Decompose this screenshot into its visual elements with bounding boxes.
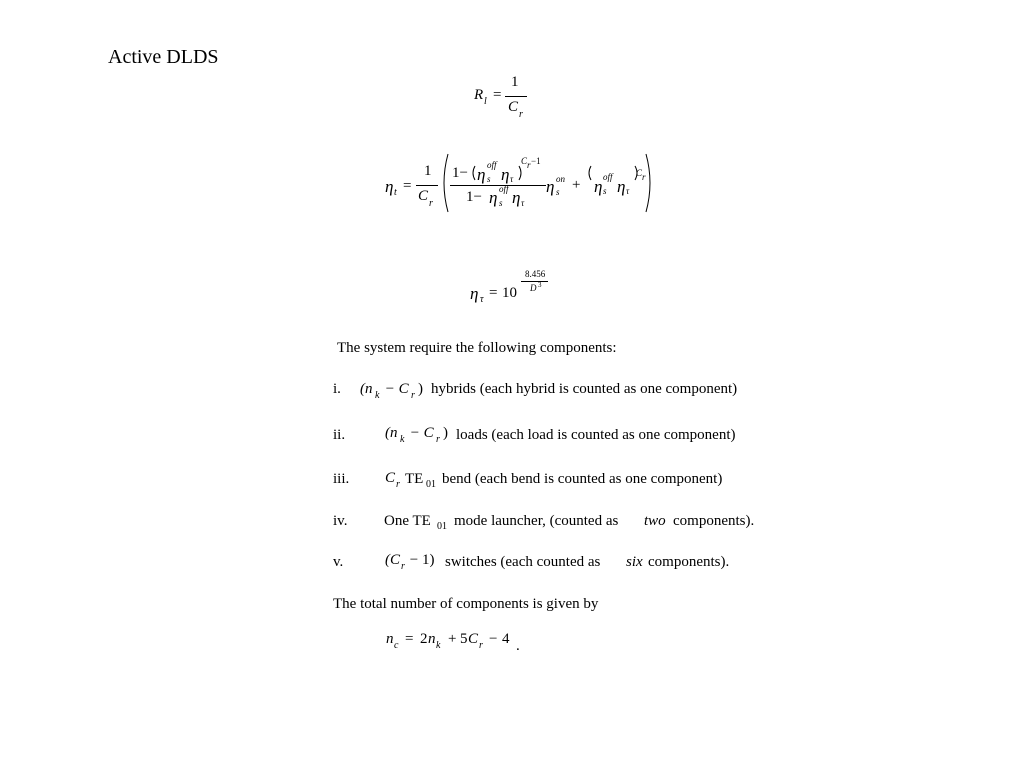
item-math-sub: k <box>400 434 405 445</box>
eq4-Cr: C <box>468 631 479 647</box>
eq2-eta-sub: t <box>394 187 397 198</box>
item-number: ii. <box>333 427 346 443</box>
item-text: bend (each bend is counted as one component) <box>442 471 723 487</box>
total-text: The total number of components is given by <box>333 596 599 612</box>
eq2-s: s <box>487 174 491 184</box>
eq4-nk: n <box>428 631 436 647</box>
item-math-end: ) <box>418 381 423 397</box>
eq2-off: off <box>487 160 497 170</box>
eq4-four: 4 <box>502 631 510 647</box>
eq2-eta: η <box>385 177 394 196</box>
item-text: mode launcher, (counted as <box>454 513 619 529</box>
eq4-plus: + <box>448 631 457 647</box>
eq2-exp: C <box>521 156 528 166</box>
eq2-on: on <box>556 174 565 184</box>
eq3-equals: = <box>489 285 498 301</box>
eq2-C-sub: r <box>429 198 433 209</box>
eq4-dot: . <box>516 638 520 654</box>
eq4-minus: − <box>489 631 498 647</box>
eq4-Cr-sub: r <box>479 640 483 651</box>
eq2-on-s: s <box>556 187 560 197</box>
eq3-exp-num: 8.456 <box>525 269 546 279</box>
item-te-sub: 01 <box>437 521 447 532</box>
eq2-plus: + <box>572 177 581 193</box>
item-math: (C <box>385 552 400 568</box>
item-number: iii. <box>333 471 350 487</box>
eq2-exp-tail: −1 <box>531 156 541 166</box>
eq2-off2: off <box>603 172 613 182</box>
item-number: v. <box>333 554 344 570</box>
eq2-exp2-sub: r <box>642 172 646 182</box>
eq2-den-s: s <box>499 198 503 208</box>
eq1-lhs-sub: l <box>484 96 487 107</box>
item-math: (n <box>385 425 398 441</box>
item-math-mid: − C <box>381 381 409 397</box>
item-math-mid: − C <box>406 425 434 441</box>
eq2-eta-s: η <box>477 165 486 184</box>
eq2-C: C <box>418 188 429 204</box>
components-intro: The system require the following components: <box>337 340 617 356</box>
item-te: TE <box>405 471 424 487</box>
eq2-den-tau: τ <box>521 198 525 208</box>
item-number: iv. <box>333 513 348 529</box>
eq2-one-minus: 1− <box>452 165 468 181</box>
eq4-five: 5 <box>460 631 468 647</box>
item-text-end: components). <box>648 554 730 570</box>
page-title: Active DLDS <box>108 46 219 68</box>
item-math-sub: r <box>401 561 405 572</box>
item-math-sub: r <box>396 479 400 490</box>
item-math-sub2: r <box>411 390 415 401</box>
item-text-end: components). <box>673 513 755 529</box>
eq2-eta-tau2: η <box>617 177 626 196</box>
item-text: loads (each load is counted as one component) <box>456 427 736 443</box>
eq3-exp-den: D <box>530 283 537 293</box>
item-math: (n <box>360 381 373 397</box>
eq2-one: 1 <box>424 163 432 179</box>
eq2-s2: s <box>603 186 607 196</box>
eq2-exp2: C <box>636 168 643 178</box>
item-math-sub: k <box>375 390 380 401</box>
item-text: switches (each counted as <box>445 554 601 570</box>
item-math-end: ) <box>443 425 448 441</box>
eq2-eta-on: η <box>546 177 555 196</box>
item-emphasis: six <box>626 554 643 570</box>
item-te: One TE <box>384 513 431 529</box>
eq4-equals: = <box>405 631 414 647</box>
eq1-denominator: C <box>508 99 519 115</box>
item-te-sub: 01 <box>426 479 436 490</box>
eq2-equals: = <box>403 178 412 194</box>
eq2-den-one-minus: 1− <box>466 189 482 205</box>
eq1-den-sub: r <box>519 109 523 120</box>
item-math-sub2: r <box>436 434 440 445</box>
eq2-tau: τ <box>510 174 514 184</box>
eq2-den-eta-tau: η <box>512 188 521 207</box>
eq3-eta-sub: τ <box>480 294 484 305</box>
item-emphasis: two <box>644 513 666 529</box>
eq2-exp-sub: r <box>527 160 531 170</box>
item-math-end: − 1) <box>406 552 435 568</box>
eq3-eta: η <box>470 284 479 303</box>
eq1-numerator: 1 <box>511 74 519 90</box>
item-text: hybrids (each hybrid is counted as one component) <box>431 381 738 397</box>
eq4-nk-sub: k <box>436 640 441 651</box>
eq2-den-off: off <box>499 184 509 194</box>
eq3-base: 10 <box>502 285 517 301</box>
eq2-eta-tau: η <box>501 165 510 184</box>
eq2-tau2: τ <box>626 186 630 196</box>
eq3-exp-den-pow: 3 <box>538 281 542 289</box>
eq1-lhs: R <box>474 87 484 103</box>
item-number: i. <box>333 381 341 397</box>
eq2-den-eta-s: η <box>489 188 498 207</box>
item-math: C <box>385 470 396 486</box>
eq4-two: 2 <box>420 631 428 647</box>
eq4-n-sub: c <box>394 640 399 651</box>
eq1-equals: = <box>493 87 502 103</box>
eq4-n: n <box>386 631 394 647</box>
eq2-eta-s2: η <box>594 177 603 196</box>
